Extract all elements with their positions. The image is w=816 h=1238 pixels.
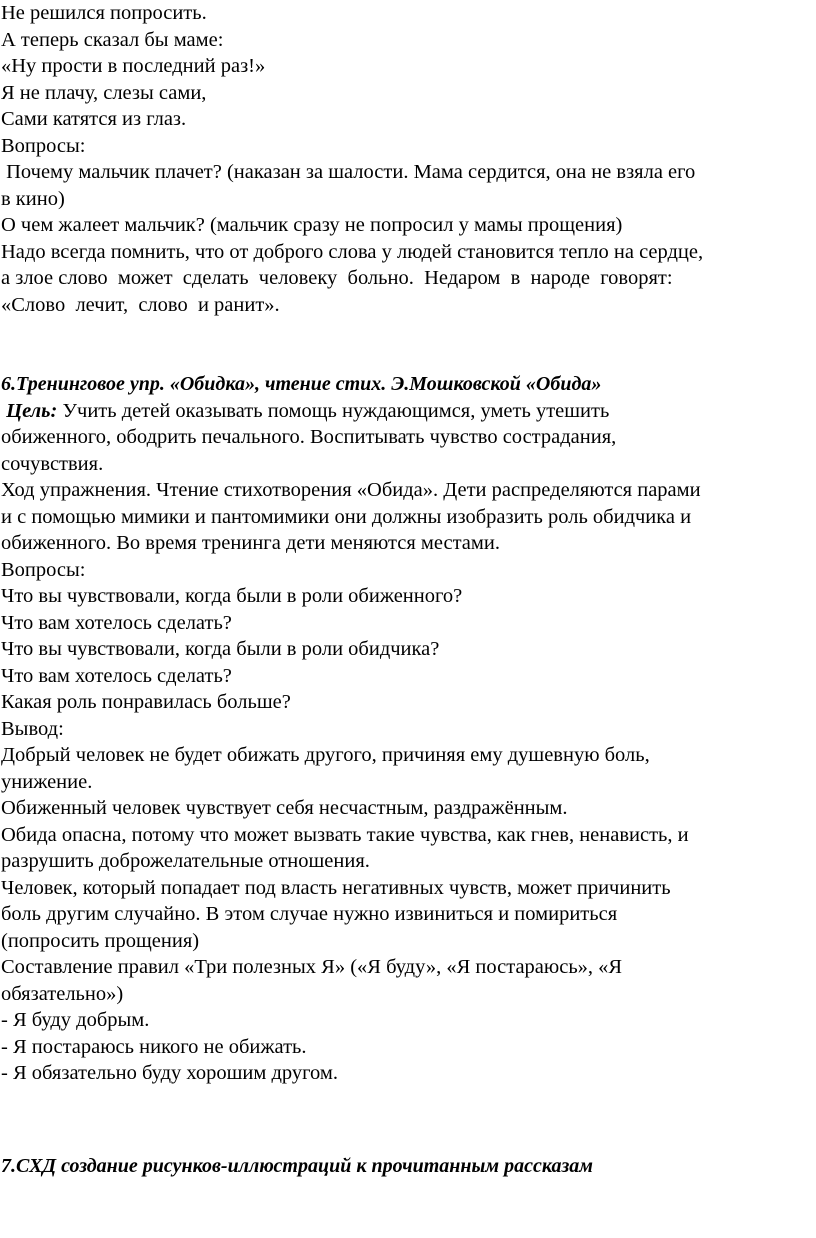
moral-text: Надо всегда помнить, что от доброго слова у людей становится тепло на сердце, [1,240,704,263]
conclusion-line: Добрый человек не будет обижать другого, причиняя ему душевную боль, [1,744,650,766]
conclusion-line: Обида опасна, потому что может вызвать такие чувства, как гнев, ненависть, и [1,823,689,846]
poem-line: Не решился попросить. [1,2,207,24]
conclusion-line: Обиженный человек чувствует себя несчастным, раздражённым. [1,797,568,819]
conclusion-line: унижение. [1,770,93,793]
conclusion-label: Вывод: [1,717,64,740]
question-text: О чем жалеет мальчик? (мальчик сразу не попросил у мамы прощения) [1,214,623,236]
question-item: Что вы чувствовали, когда были в роли обиженного? [1,585,463,607]
poem-line: Сами катятся из глаз. [1,108,187,130]
conclusion-line: (попросить прощения) [1,929,200,952]
conclusion-line: разрушить доброжелательные отношения. [1,850,370,872]
rule-item: - Я обязательно буду хорошим другом. [1,1062,338,1084]
questions-label: Вопросы: [1,558,86,581]
goal-text: сочувствия. [1,452,104,475]
rule-item: - Я постараюсь никого не обижать. [1,1035,307,1058]
course-text: и с помощью мимики и пантомимики они должны изобразить роль обидчика и [1,505,692,528]
question-item: Что вам хотелось сделать? [1,664,232,687]
course-text: обиженного. Во время тренинга дети меняются местами. [1,532,500,554]
conclusion-line: обязательно») [1,982,124,1005]
course-text: Ход упражнения. Чтение стихотворения «Обида». Дети распределяются парами [1,479,701,501]
rule-item: - Я буду добрым. [1,1009,150,1031]
spacer [1,318,810,371]
question-item: Что вам хотелось сделать? [1,611,232,634]
section-7-heading: 7.СХД создание рисунков-иллюстраций к прочитанным рассказам [1,1154,593,1177]
conclusion-line: Составление правил «Три полезных Я» («Я буду», «Я постараюсь», «Я [1,956,623,978]
conclusion-line: боль другим случайно. В этом случае нужно извиниться и помириться [1,903,618,925]
poem-line: Я не плачу, слезы сами, [1,81,207,104]
goal-label: Цель: [6,399,58,422]
question-item: Какая роль понравилась больше? [1,691,291,713]
poem-line: «Ну прости в последний раз!» [1,55,266,77]
goal-text: обиженного, ободрить печального. Воспитывать чувство сострадания, [1,426,617,448]
question-text: в кино) [1,187,65,210]
poem-line: А теперь сказал бы маме: [1,28,224,51]
question-item: Что вы чувствовали, когда были в роли обидчика? [1,638,440,660]
conclusion-line: Человек, который попадает под власть негативных чувств, может причинить [1,876,671,899]
moral-text: а злое слово может сделать человеку больно. Недаром в народе говорят: [1,267,673,289]
question-text: Почему мальчик плачет? (наказан за шалости. Мама сердится, она не взяла его [1,161,696,183]
goal-line [1,398,810,425]
section-6-heading: 6.Тренинговое упр. «Обидка», чтение стих. Э.Мошковской «Обида» [1,373,602,395]
spacer [1,1087,810,1153]
moral-text: «Слово лечит, слово и ранит». [1,293,280,316]
questions-label: Вопросы: [1,134,86,157]
goal-text: Учить детей оказывать помощь нуждающимся, уметь утешить [57,399,610,422]
